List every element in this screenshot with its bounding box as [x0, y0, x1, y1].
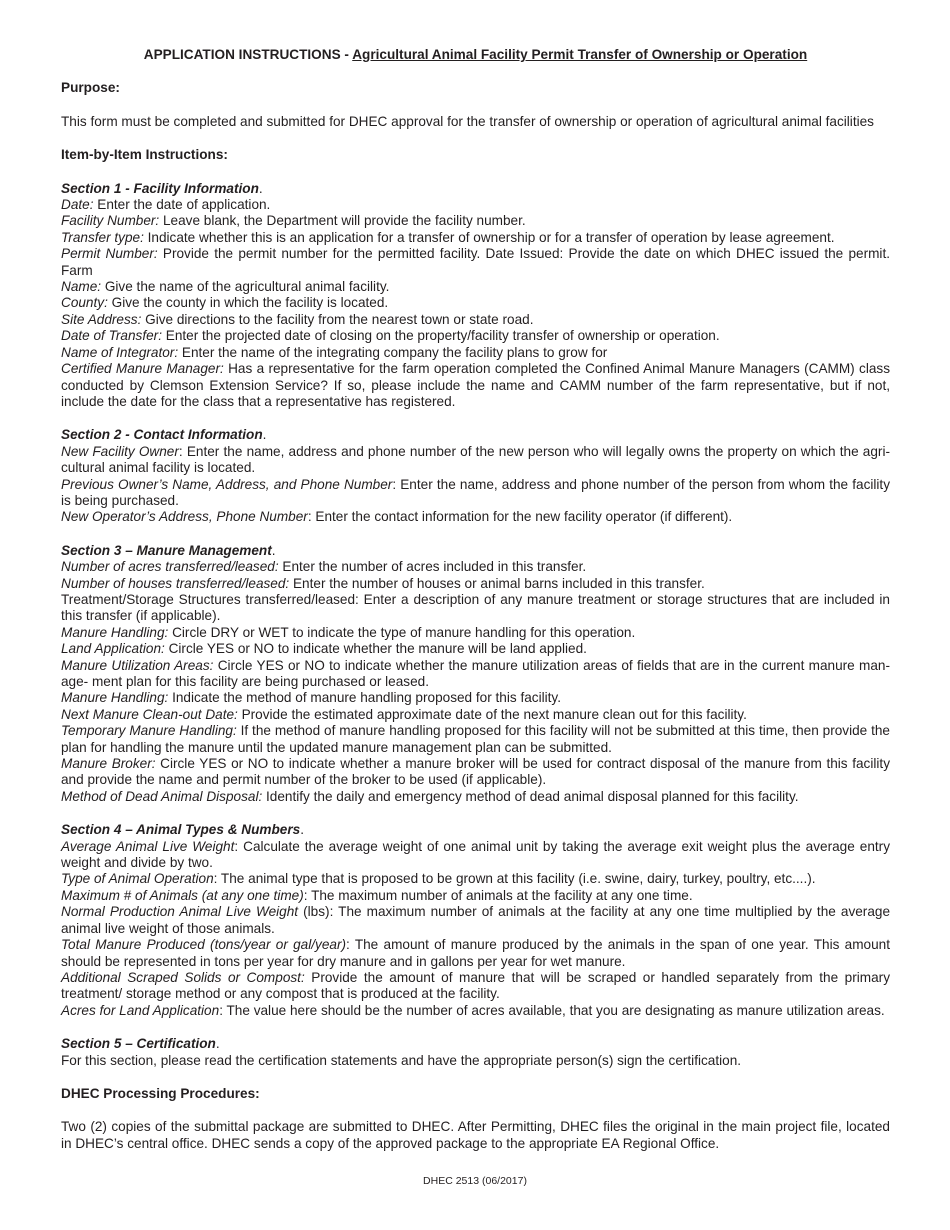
item-text: Circle YES or NO to indicate whether a manure broker will be used for contract disposal of the manure from this facility and provide the name and permit number of the broker to be used (if applicable). [61, 756, 890, 788]
item-text: Give the county in which the facility is located. [107, 295, 389, 311]
section-title-text: Section 3 – Manure Management [61, 542, 272, 558]
item-label: New Operator’s Address, Phone Number [61, 509, 308, 525]
instruction-item [61, 279, 890, 295]
instruction-item [61, 904, 890, 937]
item-text: : The amount of manure produced by the animals in the span of one year. This amount should be represented in tons per year for dry manure and in gallons per year for wet manure. [61, 937, 891, 969]
section-4 [61, 822, 890, 1019]
purpose-heading: Purpose: [61, 80, 120, 96]
item-text: Treatment/Storage Structures transferred/leased: Enter a description of any manure treatment or storage structures that are included in this transfer (if applicable). [61, 591, 890, 624]
section-2 [61, 427, 890, 525]
item-text: Give the name of the agricultural animal facility. [101, 279, 390, 295]
item-text: If the method of manure handling proposed for this facility will not be submitted at this time, then provide the plan for handling the manure until the updated manure management plan can be submitted. [61, 723, 890, 755]
item-text: : The maximum number of animals at the facility at any one time. [303, 887, 693, 903]
instruction-item [61, 937, 890, 970]
instruction-item [61, 641, 890, 657]
instruction-item [61, 328, 890, 344]
instruction-item [61, 871, 890, 887]
section-3 [61, 543, 890, 806]
instruction-item [61, 690, 890, 706]
item-label: Name of Integrator: [61, 344, 179, 360]
item-text: : Enter the contact information for the new facility operator (if different). [307, 509, 733, 525]
item-text: Circle YES or NO to indicate whether the manure will be land applied. [164, 641, 587, 657]
item-text: : The animal type that is proposed to be grown at this facility (i.e. swine, dairy, turkey, poultry, etc....). [213, 871, 816, 887]
instruction-item [61, 970, 890, 1003]
item-label: Date: [61, 197, 94, 213]
item-label: Average Animal Live Weight [61, 838, 235, 854]
item-text: Indicate whether this is an application for a transfer of ownership or for a transfer of operation by lease agreement. [143, 229, 835, 245]
instruction-item [61, 559, 890, 575]
item-text: For this section, please read the certification statements and have the appropriate person(s) sign the certification. [61, 1052, 742, 1068]
item-text: (lbs): The maximum number of animals at the facility at any one time multiplied by the average animal live weight of those animals. [61, 904, 891, 936]
instruction-item [61, 197, 890, 213]
instruction-item [61, 625, 890, 641]
instruction-item [61, 361, 890, 410]
instruction-item [61, 1053, 890, 1069]
processing-text: Two (2) copies of the submittal package are submitted to DHEC. After Permitting, DHEC files the original in the main project file, located in DHEC’s central office. DHEC sends a copy of the approved package to the appropriate EA Regional Office. [61, 1119, 890, 1151]
instruction-item [61, 756, 890, 789]
title-main: Agricultural Animal Facility Permit Transfer of Ownership or Operation [352, 47, 808, 62]
instruction-item [61, 213, 890, 229]
item-label: Date of Transfer: [61, 328, 162, 344]
instruction-item [61, 658, 890, 691]
item-text: Provide the amount of manure that will be scraped or handled separately from the primary treatment/ storage method or any compost that is produced at the facility. [61, 969, 891, 1002]
form-number-footer: DHEC 2513 (06/2017) [423, 1175, 527, 1187]
item-label: Previous Owner’s Name, Address, and Phone Number [61, 476, 393, 492]
item-label: Number of acres transferred/leased: [61, 559, 279, 575]
instruction-item [61, 345, 890, 361]
section-5 [61, 1036, 890, 1069]
item-text: Enter the name of the integrating company the facility plans to grow for [178, 344, 608, 360]
item-label: Method of Dead Animal Disposal: [61, 788, 263, 804]
item-label: Additional Scraped Solids or Compost: [61, 969, 305, 985]
item-text: Identify the daily and emergency method of dead animal disposal planned for this facility. [262, 788, 799, 804]
item-text: : Calculate the average weight of one animal unit by taking the average exit weight plus the average entry weight and divide by two. [61, 838, 890, 871]
item-label: Total Manure Produced (tons/year or gal/year) [61, 937, 347, 953]
item-text: : Enter the name, address and phone number of the person from whom the facility is being purchased. [61, 476, 890, 508]
instruction-item [61, 723, 890, 756]
item-label: Next Manure Clean-out Date: [61, 706, 238, 722]
item-text: : Enter the name, address and phone number of the new person who will legally owns the property on which the agri-cultural animal facility is located. [61, 443, 890, 476]
instruction-item [61, 312, 890, 328]
section-title: Section 1 - Facility Information. [61, 180, 263, 196]
processing-heading: DHEC Processing Procedures: [61, 1085, 260, 1101]
instruction-item [61, 477, 890, 510]
item-label: Acres for Land Application [61, 1002, 220, 1018]
instruction-item [61, 839, 890, 872]
item-label: Manure Handling: [61, 624, 169, 640]
item-label: Certified Manure Manager: [61, 361, 224, 377]
section-title-text: Section 2 - Contact Information [61, 427, 263, 443]
instruction-item [61, 888, 890, 904]
instruction-item [61, 295, 890, 311]
item-text: Enter the projected date of closing on the property/facility transfer of ownership or operation. [161, 328, 720, 344]
title-prefix: APPLICATION INSTRUCTIONS - [143, 47, 353, 62]
instruction-item [61, 789, 890, 805]
section-title: Section 3 – Manure Management. [61, 542, 276, 558]
instruction-item [61, 509, 890, 525]
item-text: Provide the estimated approximate date of the next manure clean out for this facility. [237, 706, 747, 722]
instruction-item [61, 230, 890, 246]
item-label: Maximum # of Animals (at any one time) [61, 887, 304, 903]
item-text: Circle DRY or WET to indicate the type of manure handling for this operation. [168, 624, 636, 640]
section-title-text: Section 1 - Facility Information [61, 180, 259, 196]
instruction-item [61, 444, 890, 477]
item-label: Normal Production Animal Live Weight [61, 904, 299, 920]
item-label: Number of houses transferred/leased: [61, 575, 290, 591]
section-title-text: Section 4 – Animal Types & Numbers [61, 822, 301, 838]
item-label: Facility Number: [61, 213, 160, 229]
section-title: Section 2 - Contact Information. [61, 427, 267, 443]
item-text: Circle YES or NO to indicate whether the manure utilization areas of fields that are in the current manure man-age- ment plan for this facility are being purchased or leased. [61, 657, 890, 689]
item-label: Transfer type: [61, 229, 144, 245]
item-label: Type of Animal Operation [61, 871, 214, 887]
item-label: Manure Broker: [61, 756, 156, 772]
item-text: Has a representative for the farm operation completed the Confined Animal Manure Managers (CAMM) class conducted by Clemson Extension Service? If so, please include the name and CAMM number of the farm representative, but if not, include the date for the class that a representative has registered. [61, 361, 890, 409]
item-label: County: [61, 295, 108, 311]
section-title: Section 5 – Certification. [61, 1036, 220, 1052]
section-title: Section 4 – Animal Types & Numbers. [61, 822, 304, 838]
item-text: Enter the number of houses or animal barns included in this transfer. [289, 575, 705, 591]
item-label: New Facility Owner [61, 443, 179, 459]
item-text: Enter the number of acres included in this transfer. [278, 559, 587, 575]
instruction-item [61, 246, 890, 279]
item-label: Permit Number: [61, 246, 158, 262]
item-label: Site Address: [61, 311, 142, 327]
section-title-text: Section 5 – Certification [61, 1036, 216, 1052]
section-1 [61, 181, 890, 411]
instruction-sections [61, 181, 890, 1069]
item-label: Land Application: [61, 641, 165, 657]
instructions-heading: Item-by-Item Instructions: [61, 147, 228, 163]
instruction-item [61, 707, 890, 723]
item-label: Name: [61, 279, 102, 295]
item-text: : The value here should be the number of acres available, that you are designating as manure utilization areas. [219, 1002, 885, 1018]
item-text: Provide the permit number for the permitted facility. Date Issued: Provide the date on which DHEC issued the permit. Farm [61, 246, 890, 278]
item-text: Enter the date of application. [93, 197, 271, 213]
document-title [61, 47, 890, 63]
instruction-item [61, 592, 890, 625]
item-text: Indicate the method of manure handling proposed for this facility. [168, 690, 561, 706]
item-label: Manure Handling: [61, 690, 169, 706]
purpose-text: This form must be completed and submitted for DHEC approval for the transfer of ownership or operation of agricultural animal facilities [61, 113, 874, 129]
item-label: Temporary Manure Handling: [61, 723, 237, 739]
item-text: Leave blank, the Department will provide the facility number. [159, 213, 526, 229]
instruction-item [61, 576, 890, 592]
item-text: Give directions to the facility from the nearest town or state road. [141, 311, 534, 327]
document-page [61, 47, 890, 1152]
item-label: Manure Utilization Areas: [61, 657, 214, 673]
instruction-item [61, 1003, 890, 1019]
